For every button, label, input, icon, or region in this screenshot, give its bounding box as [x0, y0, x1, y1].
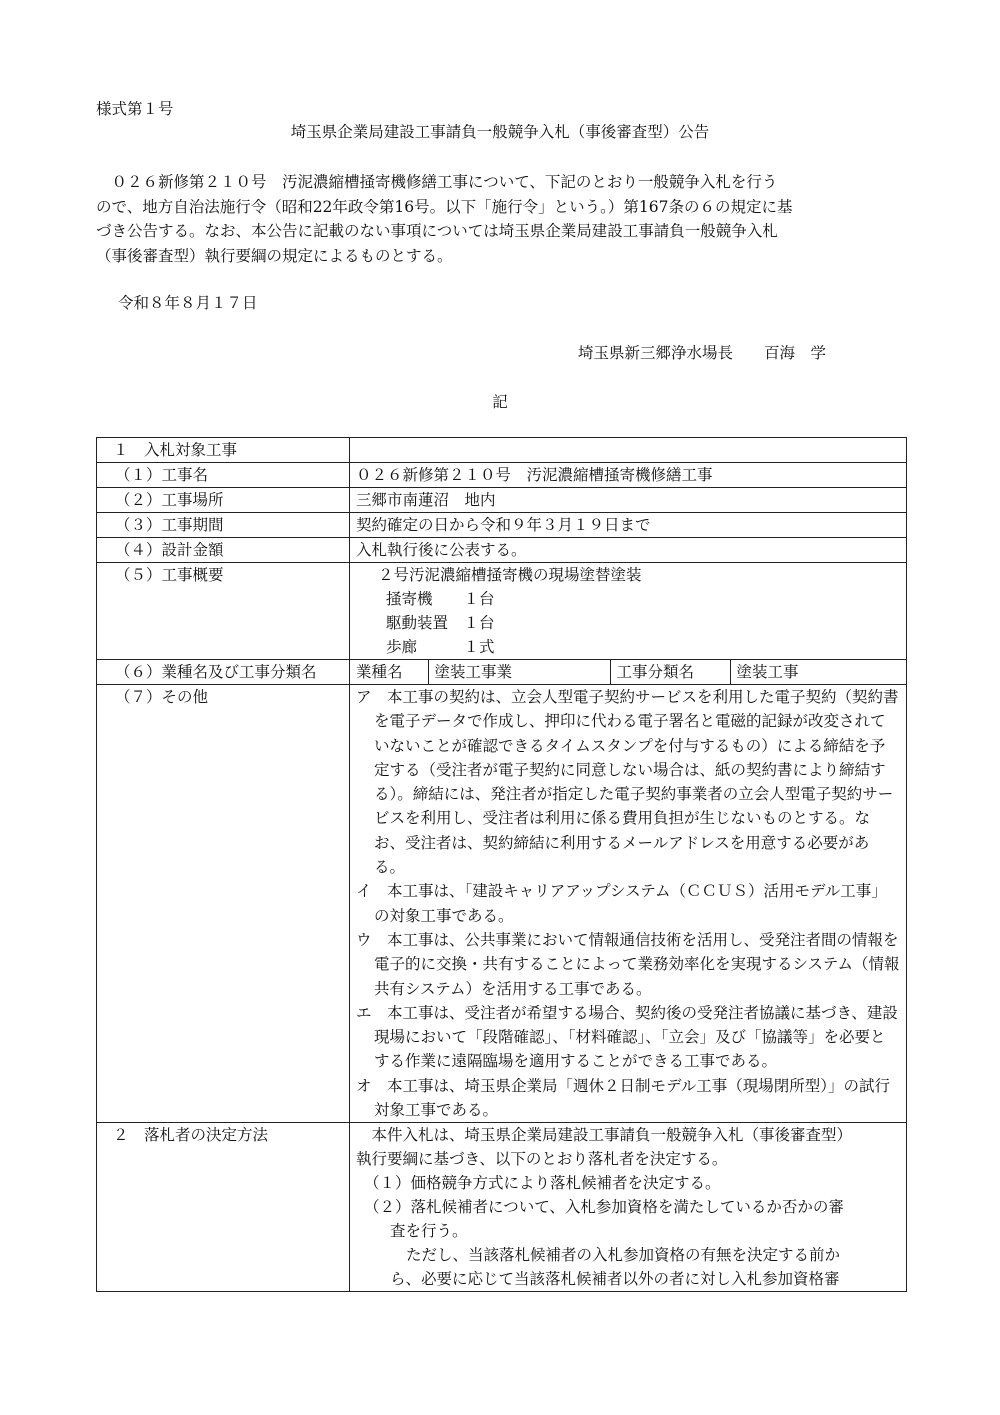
- intro-line: （事後審査型）執行要綱の規定によるものとする。: [96, 246, 453, 265]
- table-row: [97, 463, 907, 488]
- other-item: オ 本工事は、埼玉県企業局「週休２日制モデル工事（現場閉所型）」の試行対象工事である。: [356, 1076, 890, 1120]
- other-item: ウ 本工事は、公共事業において情報通信技術を活用し、受発注者間の情報を電子的に交換・共有することによって業務効率化を実現するシステム（情報共有システム）を活用する工事である。: [356, 930, 900, 998]
- overview-line: 掻寄機 １台: [386, 590, 495, 608]
- category-value: 塗装工事: [730, 660, 906, 684]
- form-number: 様式第１号: [96, 100, 174, 118]
- decision-line: ら、必要に応じて当該落札候補者以外の者に対し入札参加資格審: [390, 1270, 840, 1289]
- other-item: ア 本工事の契約は、立会人型電子契約サービスを利用した電子契約（契約書を電子データで作成し、押印に代わる電子署名と電磁的記録が改変されていないことが確認できるタイムスタンプを付与するもの）による締結を予定する（受注者が電子契約に同意しない場合は、紙の契約書により締結する）。締結には、発注者が指定した電子契約事業者の立会人型電子契約サービスを利用し、受注者は利用に係る費用負担が生じないものとする。なお、受注者は、契約締結に利用するメールアドレスを用意する必要がある。: [356, 688, 899, 877]
- row-label: （５）工事概要: [97, 563, 350, 660]
- overview-cell: [350, 563, 907, 660]
- row-value: 三郷市南蓮沼 地内: [350, 488, 907, 513]
- decision-line: （１）価格競争方式により落札候補者を決定する。: [364, 1174, 721, 1193]
- section-heading: ２ 落札者の決定方法: [97, 1123, 350, 1292]
- table-row: [97, 1123, 907, 1292]
- decision-line: 執行要綱に基づき、以下のとおり落札者を決定する。: [356, 1150, 728, 1169]
- table-row: [97, 660, 907, 685]
- overview-line: 歩廊 １式: [386, 638, 495, 656]
- decision-line: ただし、当該落札候補者の入札参加資格の有無を決定する前か: [406, 1246, 841, 1265]
- ki-heading: 記: [492, 393, 508, 411]
- row-label: （６）業種名及び工事分類名: [97, 660, 350, 685]
- category-value: 塗装工事業: [428, 660, 610, 684]
- row-value: 契約確定の日から令和９年３月１９日まで: [350, 513, 907, 538]
- document-title: 埼玉県企業局建設工事請負一般競争入札（事後審査型）公告: [290, 123, 710, 141]
- decision-line: （２）落札候補者について、入札参加資格を満たしているか否かの審: [364, 1198, 844, 1217]
- row-label: （１）工事名: [97, 463, 350, 488]
- table-row: [97, 513, 907, 538]
- other-item: エ 本工事は、受注者が希望する場合、契約後の受発注者協議に基づき、建設現場において「段階確認」、「材料確認」、「立会」及び「協議等」を必要とする作業に遠隔臨場を適用することができる工事である。: [356, 1003, 898, 1071]
- intro-line: ので、地方自治法施行令（昭和22年政令第16号。以下「施行令」という。）第167条の６の規定に基: [96, 197, 793, 216]
- category-key: 業種名: [356, 663, 403, 681]
- empty-cell: [350, 438, 907, 463]
- overview-line: ２号汚泥濃縮槽掻寄機の現場塗替塗装: [378, 566, 642, 584]
- section-heading: １ 入札対象工事: [97, 438, 350, 463]
- table-row: [97, 538, 907, 563]
- table-row: [97, 488, 907, 513]
- row-label: （２）工事場所: [97, 488, 350, 513]
- table-row: [97, 438, 907, 463]
- row-value: ０２６新修第２１０号 汚泥濃縮槽掻寄機修繕工事: [350, 463, 907, 488]
- issuer: 埼玉県新三郷浄水場長 百海 学: [578, 344, 827, 362]
- decision-line: 本件入札は、埼玉県企業局建設工事請負一般競争入札（事後審査型）: [356, 1126, 853, 1145]
- notice-table: [96, 437, 907, 1292]
- overview-line: 駆動装置 １台: [386, 614, 495, 632]
- category-table: [350, 660, 906, 684]
- other-item: イ 本工事は、「建設キャリアアップシステム（ＣＣＵＳ）活用モデル工事」の対象工事である。: [356, 882, 887, 925]
- row-label: （４）設計金額: [97, 538, 350, 563]
- category-cell: [350, 660, 907, 685]
- notice-date: 令和８年８月１７日: [118, 294, 258, 312]
- row-label: （７）その他: [97, 685, 350, 1123]
- intro-line: ０２６新修第２１０号 汚泥濃縮槽掻寄機修繕工事について、下記のとおり一般競争入札を行う: [96, 173, 778, 191]
- table-row: [97, 563, 907, 660]
- table-row: [97, 685, 907, 1123]
- intro-paragraph: [96, 170, 906, 268]
- row-value: 入札執行後に公表する。: [350, 538, 907, 563]
- decision-line: 査を行う。: [390, 1222, 468, 1241]
- other-cell: [350, 685, 907, 1123]
- category-key: 工事分類名: [610, 660, 730, 684]
- intro-line: づき公告する。なお、本公告に記載のない事項については埼玉県企業局建設工事請負一般競争入札: [96, 222, 778, 240]
- row-label: （３）工事期間: [97, 513, 350, 538]
- decision-cell: [350, 1123, 907, 1292]
